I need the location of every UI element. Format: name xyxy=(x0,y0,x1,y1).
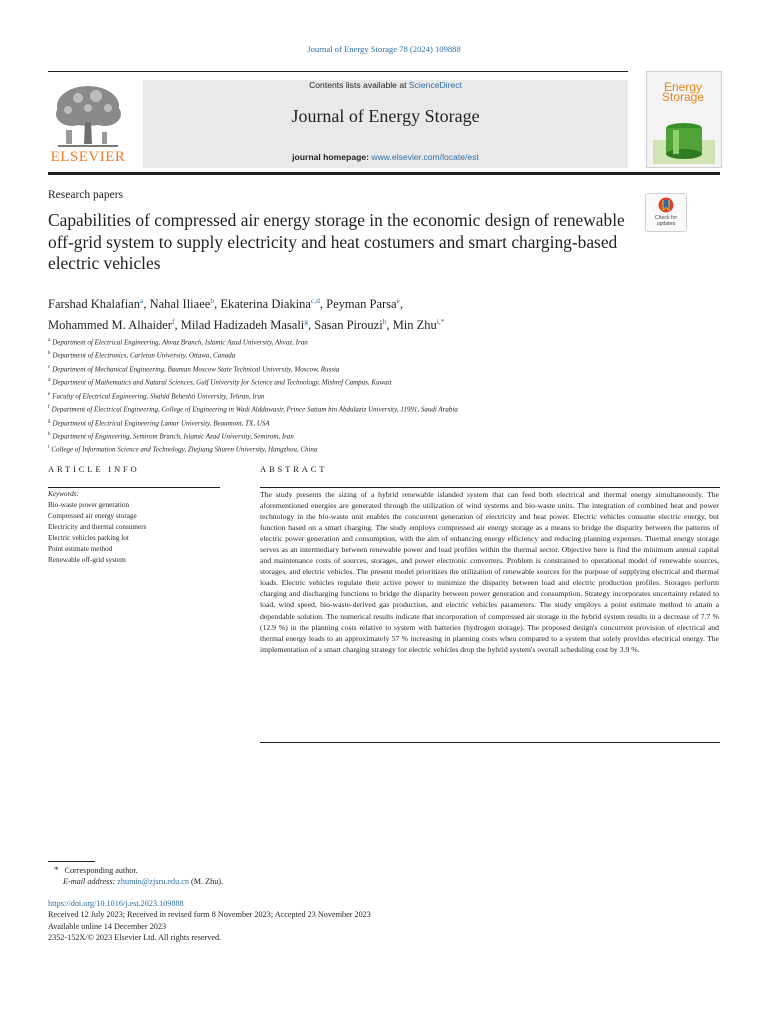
author-name[interactable]: Ekaterina Diakina xyxy=(220,297,311,312)
affiliation-label: h xyxy=(48,431,51,437)
corresponding-label: Corresponding author. xyxy=(64,866,138,875)
article-info-rule xyxy=(48,487,220,488)
check-updates-label: Check for updates xyxy=(654,215,678,227)
publication-info xyxy=(48,898,648,944)
author-name[interactable]: Milad Hadizadeh Masali xyxy=(180,318,305,333)
cover-title-line1: Energy xyxy=(663,80,703,94)
author-name[interactable]: Farshad Khalafian xyxy=(48,297,140,312)
corresponding-note xyxy=(48,865,648,876)
keyword-item: Bio-waste power generation xyxy=(48,501,130,509)
affiliation-label: f xyxy=(48,405,50,411)
keyword-item: Electric vehicles parking lot xyxy=(48,534,129,542)
author-name[interactable]: Mohammed M. Alhaider xyxy=(48,318,172,333)
keyword-item: Compressed air energy storage xyxy=(48,512,137,520)
journal-reference[interactable]: Journal of Energy Storage 78 (2024) 109888 xyxy=(307,44,461,54)
cover-battery-icon xyxy=(653,120,715,164)
keywords-block xyxy=(48,489,220,566)
author-affiliation-mark[interactable]: f xyxy=(171,317,175,327)
author-affiliation-mark[interactable]: c,d xyxy=(310,296,320,305)
author-affiliation-mark[interactable]: e xyxy=(396,296,400,305)
email-link[interactable]: zhumin@zjsru.edu.cn xyxy=(117,877,189,887)
affiliation-text: Faculty of Electrical Engineering, Shahid Beheshti University, Tehran, Iran xyxy=(52,392,265,401)
journal-name: Journal of Energy Storage xyxy=(291,106,480,126)
affiliation-item xyxy=(48,416,668,429)
check-updates-badge[interactable] xyxy=(645,193,687,232)
available-online: Available online 14 December 2023 xyxy=(48,921,167,931)
email-label: E-mail address: xyxy=(63,877,116,887)
homepage-line xyxy=(143,152,628,162)
copyright: 2352-152X/© 2023 Elsevier Ltd. All rights reserved. xyxy=(48,933,222,943)
homepage-link[interactable]: www.elsevier.com/locate/est xyxy=(371,152,479,162)
affiliation-list xyxy=(48,335,668,456)
affiliation-text: Department of Electrical Engineering Lamar University, Beaumont, TX, USA xyxy=(52,418,270,427)
affiliation-text: Department of Electrical Engineering, Ahvaz Branch, Islamic Azad University, Ahvaz, Iran xyxy=(52,338,308,347)
email-suffix: (M. Zhu). xyxy=(191,877,224,887)
header-top-rule xyxy=(48,71,628,72)
affiliation-item xyxy=(48,389,668,402)
bookmark-icon xyxy=(658,197,674,215)
email-note xyxy=(48,876,648,887)
author-name[interactable]: Peyman Parsa xyxy=(326,297,397,312)
homepage-prefix: journal homepage: xyxy=(292,152,372,162)
author-name[interactable]: Nahal Iliaee xyxy=(149,297,211,312)
affiliation-label: i xyxy=(48,445,50,451)
section-label: Research papers xyxy=(48,189,124,201)
cover-title xyxy=(647,82,719,102)
contents-prefix: Contents lists available at xyxy=(309,80,409,90)
header-bottom-rule xyxy=(48,172,720,175)
keyword-item: Renewable off-grid system xyxy=(48,556,126,564)
footnotes xyxy=(48,865,648,887)
doi-link[interactable]: https://doi.org/10.1016/j.est.2023.109888 xyxy=(48,899,184,908)
author-affiliation-mark[interactable]: a xyxy=(139,296,144,305)
author-list: Farshad Khalafian$^a$, Nahal Iliaee$^b$, Ekaterina Diakina$^{c,d}$, Peyman Parsa$^e$, Mohammed M. Alhaider$^f$, Milad Hadizadeh Masali$^g$, Sasan Pirouzi$^h$, Min Zhu$^{i,*}$ xyxy=(48,296,445,333)
affiliation-item xyxy=(48,429,668,442)
author-affiliation-mark[interactable]: g xyxy=(304,317,309,327)
affiliation-item xyxy=(48,442,668,455)
affiliation-item xyxy=(48,402,668,415)
affiliation-text: Department of Mathematics and Natural Sciences, Gulf University for Science and Technology, Mishref Campus, Kuwait xyxy=(52,378,392,387)
received-dates: Received 12 July 2023; Received in revised form 8 November 2023; Accepted 23 November 2023 xyxy=(48,910,371,920)
author-affiliation-mark[interactable]: h xyxy=(382,317,387,327)
affiliation-label: c xyxy=(48,364,51,370)
author-affiliation-mark[interactable]: b xyxy=(210,296,215,305)
affiliation-text: Department of Electronics, Carleton University, Ottawa, Canada xyxy=(52,351,236,360)
cover-title-line2: Storage xyxy=(661,90,705,104)
affiliation-label: e xyxy=(48,391,51,397)
affiliation-item xyxy=(48,362,668,375)
asterisk-mark: * xyxy=(54,865,59,875)
affiliation-item xyxy=(48,348,668,361)
abstract-rule-top xyxy=(260,487,720,488)
article-info-heading: ARTICLE INFO xyxy=(48,464,140,474)
affiliation-text: Department of Electrical Engineering, College of Engineering in Wadi Alddawasir, Prince Sattam bin Abdulaziz University, 11991, Saudi Arabia xyxy=(51,405,458,414)
author-name[interactable]: Min Zhu xyxy=(392,318,437,333)
sciencedirect-link[interactable]: ScienceDirect xyxy=(408,80,462,90)
author-name[interactable]: Sasan Pirouzi xyxy=(314,318,383,333)
affiliation-text: Department of Mechanical Engineering, Bauman Moscow State Technical University, Moscow, Russia xyxy=(52,365,340,374)
author-affiliation-mark[interactable]: i,* xyxy=(436,317,445,327)
affiliation-item xyxy=(48,335,668,348)
affiliation-label: g xyxy=(48,418,51,424)
affiliation-text: Department of Engineering, Semirom Branch, Islamic Azad University, Semirom, Iran xyxy=(52,432,294,441)
abstract-rule-bottom xyxy=(260,742,720,743)
abstract-heading: ABSTRACT xyxy=(260,464,328,474)
affiliation-item xyxy=(48,375,668,388)
footnote-rule xyxy=(48,861,95,862)
journal-cover-thumbnail[interactable] xyxy=(646,71,722,168)
affiliation-label: d xyxy=(48,378,51,384)
paper-title: Capabilities of compressed air energy storage in the economic design of renewable off-grid system to supply electricity and heat costumers and smart charging-based electric vehicles xyxy=(48,210,625,273)
keyword-item: Point estimate method xyxy=(48,545,113,553)
keywords-label: Keywords: xyxy=(48,490,79,498)
abstract-text: The study presents the sizing of a hybrid renewable islanded system that can feed both electrical and thermal energy simultaneously. The aforementioned energies are generated through the utilization of wind systems and bio-waste units. The integration of combined heat and power technology in the bio-waste unit enables the concurrent generation of electricity and heat power. Electric vehicles consume electric energy, but function based on a smart charging. The study employs compressed air energy storage as a means to bridge the disparity between the patterns of electric power generation and consumption, with the aim of enhancing energy efficiency and reducing planning expenses. Thermal energy storage serves as an intermediary between renewable power and load profiles within the thermal sector. Objective here is find the minimum annual capital and maintenance costs of sources, storages, and power electronic converters. Problem is constrained to operational model of renewable sources, storages, and electric vehicles. The present model prioritizes the utilization of renewable sources for the purpose of supplying electrical and thermal loads. Electric vehicles regulate their active power to minimize the disparity between load and electric production profiles. Storages perform charging and discharging functions to bridge the disparity between power generation and consumption. Strategy incorporates uncertainty related to load, wind speed, bio-waste-derived gas production, and electric vehicles parameters. The study employs a point estimate method to attain a dependable solution. The numerical results indicate that incorporation of compressed air storage in the hybrid system results in a decrease of 7.7 % (12.9 %) in the planning costs relative to system with batteries (hydrogen storage). The proposed design's concurrent provision of electrical and thermal energy leads to an approximately 57 % increasing in planning costs when compared to a system that solely provides electrical energy. The implementation of a smart charging strategy for electric vehicles drop the hybrid system's overall scheduling cost by 3.9 %. xyxy=(260,490,719,654)
affiliation-text: College of Information Science and Technology, Zhejiang Shuren University, Hangzhou, China xyxy=(51,445,318,454)
keyword-item: Electricity and thermal consumers xyxy=(48,523,147,531)
affiliation-label: b xyxy=(48,351,51,357)
elsevier-wordmark: ELSEVIER xyxy=(50,149,126,165)
contents-line xyxy=(143,80,628,90)
affiliation-label: a xyxy=(48,338,51,343)
